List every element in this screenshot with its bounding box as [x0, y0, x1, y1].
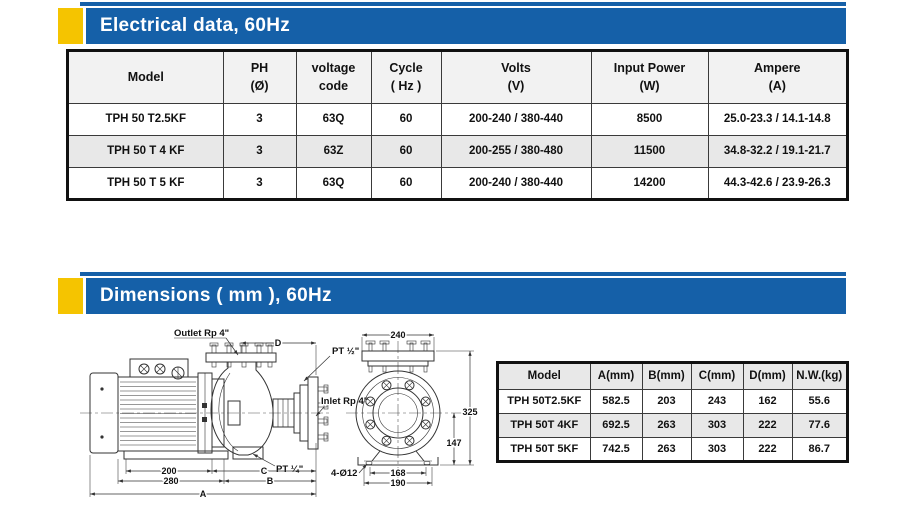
dim-label-325: 325	[462, 407, 478, 417]
dim-label-147: 147	[446, 438, 462, 448]
pt-half-callout: PT ½"	[332, 346, 360, 357]
motor-body	[118, 377, 198, 451]
col-header-voltage-code: voltage code	[296, 51, 371, 103]
section-header-dimensions	[58, 272, 846, 314]
col-header-c: C(mm)	[691, 363, 743, 389]
section-title-dimensions: Dimensions ( mm ), 60Hz	[86, 278, 846, 314]
section-title-electrical: Electrical data, 60Hz	[86, 8, 846, 44]
header-accent-strip	[80, 272, 846, 276]
table-row: TPH 50 T 5 KF 3 63Q 60 200-240 / 380-440 14200 44.3-42.6 / 23.9-26.3	[68, 167, 847, 199]
outlet-callout: Outlet Rp 4"	[174, 328, 230, 339]
motor-fins	[120, 382, 196, 445]
holes-callout: 4-Ø12	[331, 468, 358, 479]
section-header-electrical	[58, 2, 846, 44]
pump-dimension-drawing	[78, 313, 490, 515]
cell-model: TPH 50 T2.5KF	[68, 103, 223, 135]
col-header-volts: Volts (V)	[441, 51, 591, 103]
dim-label-a: A	[199, 489, 207, 499]
table-header-row	[68, 51, 847, 103]
dim-label-b: B	[266, 476, 274, 486]
dim-label-190: 190	[390, 478, 406, 488]
col-header-b: B(mm)	[642, 363, 691, 389]
header-accent-strip	[80, 2, 846, 6]
cell-model: TPH 50 T 4 KF	[68, 135, 223, 167]
mounting-hole	[424, 462, 430, 465]
dim-label-240: 240	[390, 330, 406, 340]
inlet-callout: Inlet Rp 4"	[321, 396, 369, 407]
dim-label-200: 200	[161, 466, 177, 476]
dim-label-c: C	[260, 466, 268, 476]
volute-casing	[211, 362, 273, 455]
table-row: TPH 50 T2.5KF 3 63Q 60 200-240 / 380-440 8500 25.0-23.3 / 14.1-14.8	[68, 103, 847, 135]
col-header-input-power: Input Power (W)	[591, 51, 708, 103]
col-header-cycle: Cycle ( Hz )	[371, 51, 441, 103]
table-row: TPH 50T2.5KF 582.5 203 243 162 55.6	[498, 389, 847, 413]
table-row: TPH 50T 4KF 692.5 263 303 222 77.6	[498, 413, 847, 437]
outlet-flange-bolts	[210, 343, 274, 367]
cell-model: TPH 50 T 5 KF	[68, 167, 223, 199]
col-header-a: A(mm)	[590, 363, 642, 389]
dim-label-280: 280	[163, 476, 179, 486]
table-header-row	[498, 363, 847, 389]
outlet-flange	[206, 353, 276, 362]
electrical-data-table	[67, 50, 848, 200]
col-header-ampere: Ampere (A)	[708, 51, 847, 103]
header-accent-square	[58, 278, 83, 314]
col-header-d: D(mm)	[743, 363, 792, 389]
table-row: TPH 50T 5KF 742.5 263 303 222 86.7	[498, 437, 847, 461]
col-header-ph: PH (Ø)	[223, 51, 296, 103]
col-header-model: Model	[498, 363, 590, 389]
dim-label-168: 168	[390, 468, 406, 478]
pt-quarter-callout: PT ¼"	[276, 464, 304, 475]
table-row: TPH 50 T 4 KF 3 63Z 60 200-255 / 380-480 11500 34.8-32.2 / 19.1-21.7	[68, 135, 847, 167]
col-header-nw: N.W.(kg)	[792, 363, 847, 389]
dim-label-d: D	[274, 338, 282, 348]
col-header-model: Model	[68, 51, 223, 103]
header-accent-square	[58, 8, 83, 44]
dimensions-table	[497, 362, 848, 462]
